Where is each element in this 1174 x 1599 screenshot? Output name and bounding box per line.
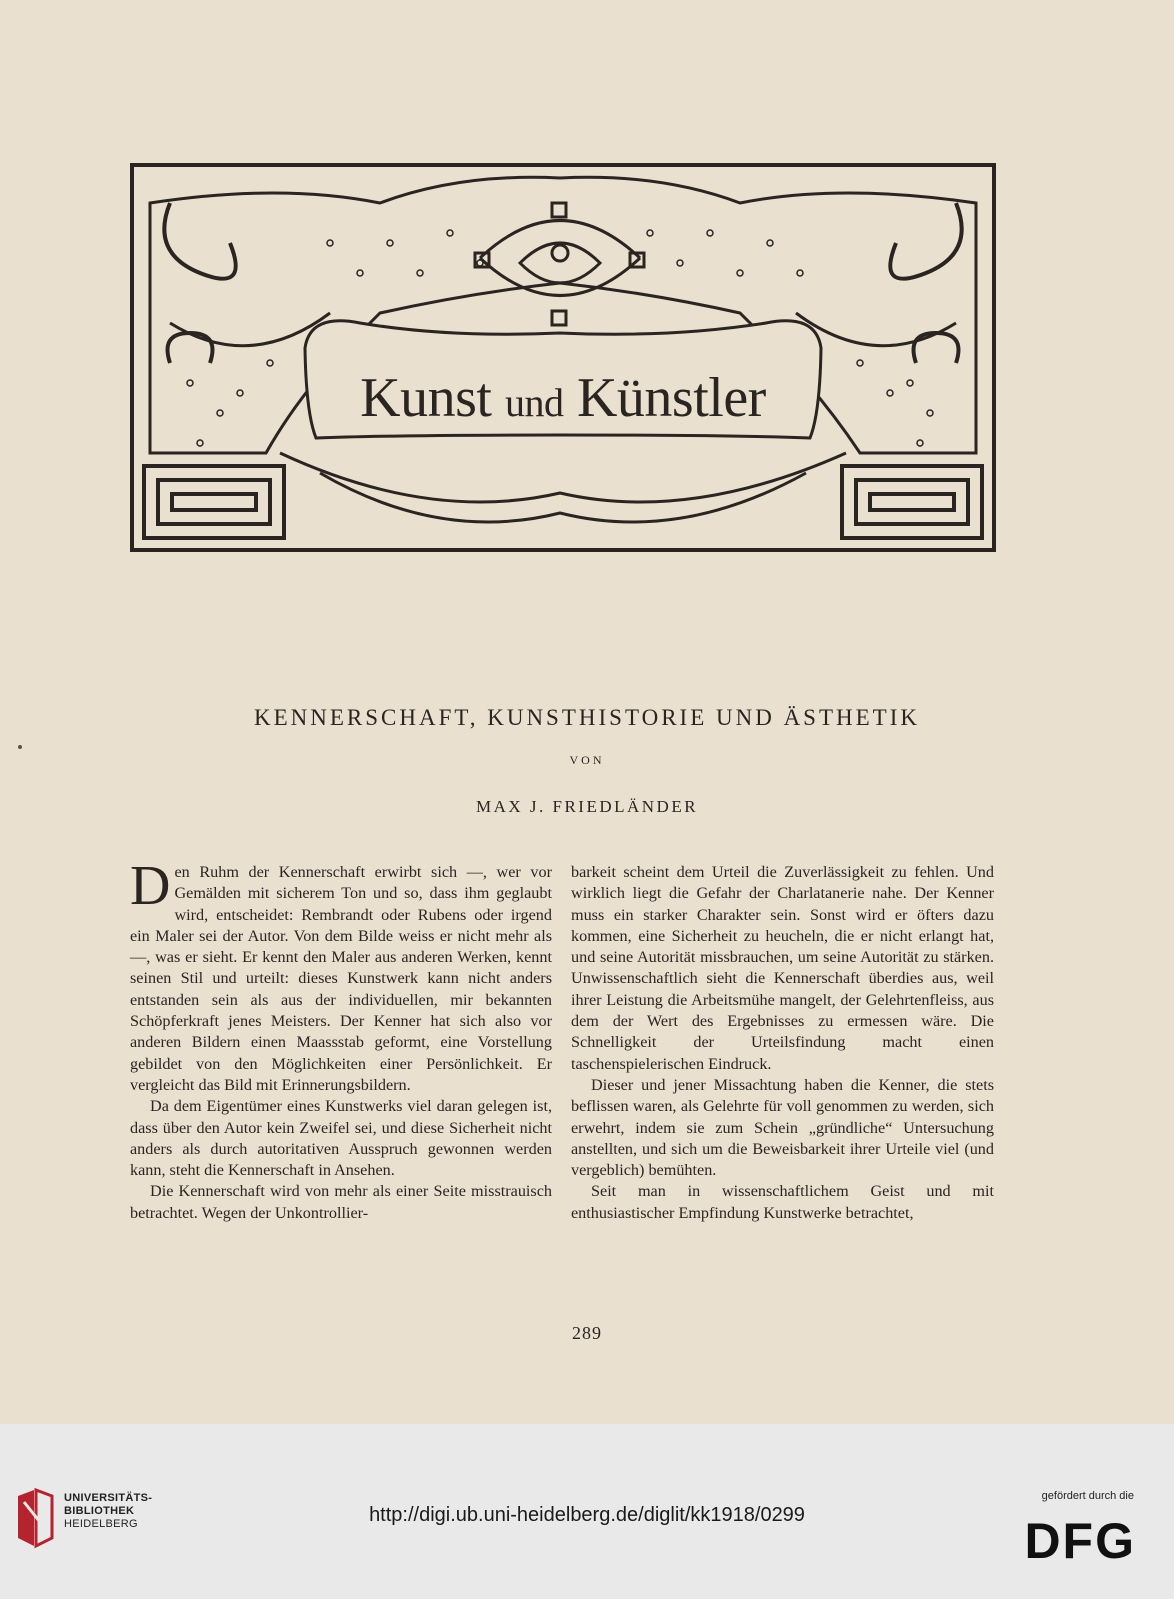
journal-title-kunst: Kunst [360,367,492,429]
right-text-column [571,862,994,1224]
funding-note: gefördert durch die [1041,1490,1134,1502]
banner-ornament-illustration [130,163,996,552]
digitization-footer [0,1424,1174,1599]
library-name-line: HEIDELBERG [64,1518,138,1530]
drop-cap: D [130,855,171,917]
paragraph [130,855,552,1096]
paragraph-text: en Ruhm der Kennerschaft erwirbt sich —, wer vor Gemälden mit sicherem Ton und so, dass ihm geglaubt wird, entscheidet: Rembrandt oder Rubens oder irgend ein Maler sei der Autor. Von dem Bilde weiss er nicht mehr als —, was er sieht. Er kennt den Maler aus anderen Werken, kennt seinen Stil und urteilt: dieses Kunstwerk kann nicht anders entstanden sein als aus der individuellen, mir bekannten Schöpferkraft jenes Meisters. Der Kenner hat sich also vor anderen Bildern einen Maassstab geformt, eine Vorstellung gebildet von den Möglichkeiten einer Persönlichkeit. Er vergleicht das Bild mit Erinnerungsbildern. [130,863,552,1094]
article-author: MAX J. FRIEDLÄNDER [475,797,699,816]
article-title: KENNERSCHAFT, KUNSTHISTORIE UND ÄSTHETIK [253,705,921,730]
permalink-url[interactable]: http://digi.ub.uni-heidelberg.de/diglit/kk1918/0299 [369,1504,805,1526]
journal-title-kuenstler: Künstler [576,367,766,429]
dfg-logo: DFG [1024,1513,1136,1569]
left-text-column [130,855,552,1224]
journal-title [130,366,996,430]
library-name-line: UNIVERSITÄTS- [64,1492,153,1504]
paragraph: barkeit scheint dem Urteil die Zuverlässigkeit zu fehlen. Und wirklich liegt die Gefahr der Charlatanerie nahe. Der Kenner muss ein starker Charakter sein. Sonst wird er öfters dazu kommen, eine Sicherheit zu heucheln, die er nicht erlangt hat, und seine Autorität missbrauchen, um seine Autorität zu stärken. Unwissenschaftlich sieht die Kennerschaft überdies aus, weil ihrer Leistung die Arbeitsmühe mangelt, der Gelehrtenfleiss, aus dem der Wert des Ergebnisses zu ermessen wäre. Die Schnelligkeit der Urteilsfindung macht einen taschenspielerischen Eindruck. [571,863,994,1073]
library-name-line: BIBLIOTHEK [64,1505,135,1517]
page-number: 289 [572,1323,602,1343]
ornamental-title-banner [130,163,996,552]
paper-speck [18,745,22,749]
paragraph: Dieser und jener Missachtung haben die Kenner, die stets beflissen waren, als Gelehrte für voll genommen zu werden, sich erwehrt, indem sie zum Schein „gründliche“ Untersuchung anstellten, und sich um die Beweisbarkeit ihrer Urteile viel (und vergeblich) bemühten. [571,1075,994,1180]
paragraph: Die Kennerschaft wird von mehr als einer Seite misstrauisch betrachtet. Wegen der Unkontrollier- [130,1182,552,1222]
paragraph: Da dem Eigentümer eines Kunstwerks viel daran gelegen ist, dass über den Autor kein Zweifel sei, und diese Sicherheit nicht anders als durch autoritativen Ausspruch gewonnen werden kann, steht die Kennerschaft in Ansehen. [130,1097,552,1180]
journal-title-und: und [504,380,564,425]
paragraph: Seit man in wissenschaftlichem Geist und mit enthusiastischer Empfindung Kunstwerke betrachtet, [571,1182,994,1222]
article-byline-von: VON [569,753,605,767]
